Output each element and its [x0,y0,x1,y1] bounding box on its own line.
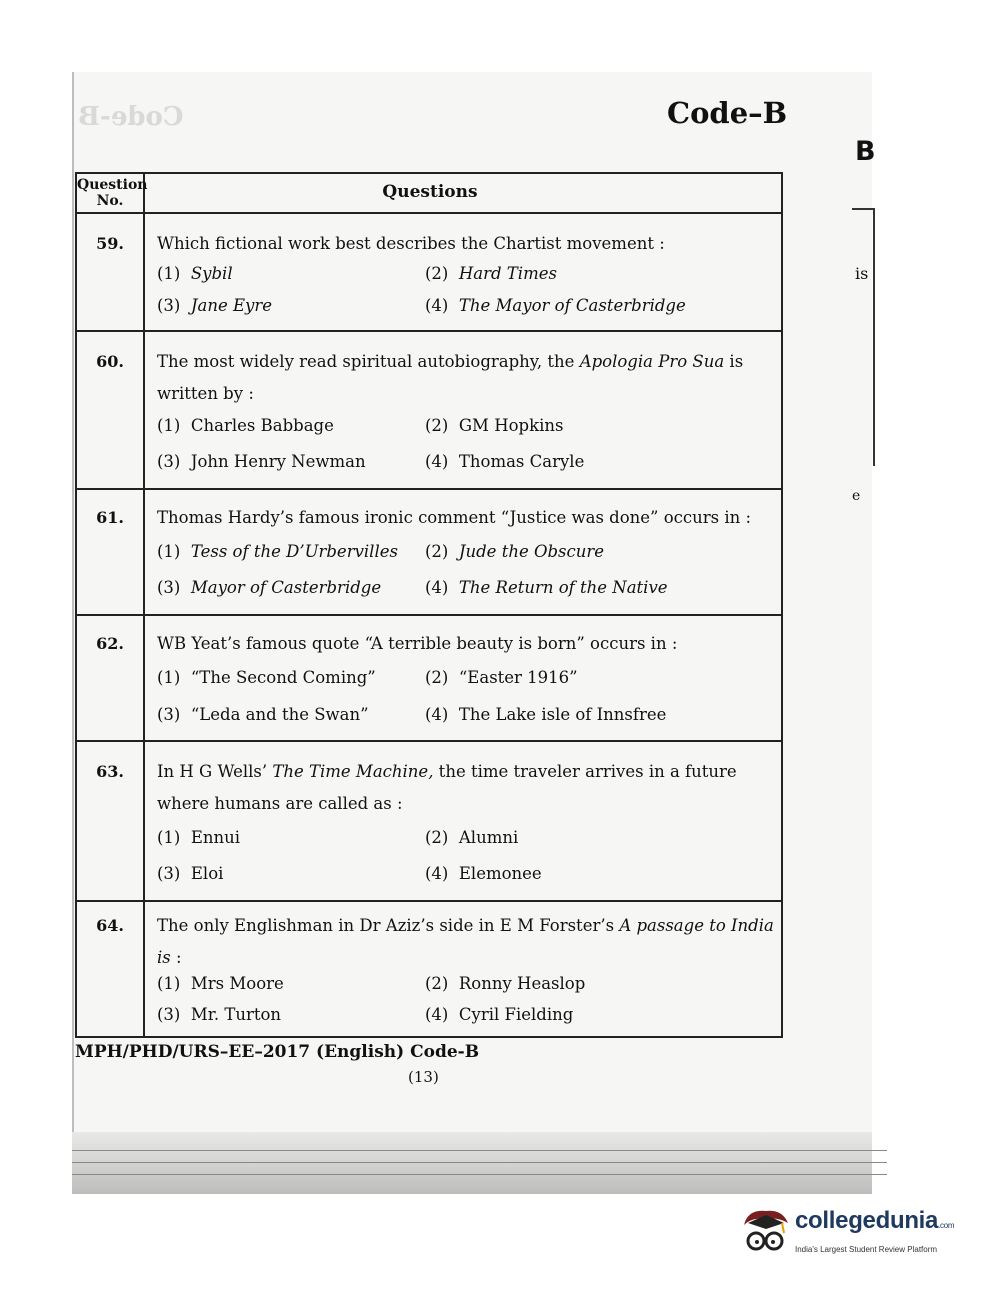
option: (4) The Lake isle of Innsfree [425,705,667,724]
footer-code: MPH/PHD/URS–EE–2017 (English) Code-B [75,1042,480,1062]
column-header-number: Question No. [77,177,148,209]
question-row [77,902,781,1036]
question-row [77,616,781,742]
question-row [77,742,781,902]
page-bottom-edge [72,1132,872,1194]
question-text: The only Englishman in Dr Aziz’s side in E M Forster’s A passage to India is : [157,916,774,967]
option: (2) Jude the Obscure [425,542,605,561]
question-row [77,214,781,332]
option: (1) Charles Babbage [157,416,334,435]
edge-line [852,208,874,210]
question-number: 62. [96,634,124,653]
question-row [77,490,781,616]
question-row [77,332,781,490]
option: (1) Ennui [157,828,241,847]
option: (2) GM Hopkins [425,416,564,435]
option: (4) The Return of the Native [425,578,668,597]
option: (1) Mrs Moore [157,974,284,993]
option: (2) Alumni [425,828,519,847]
option: (4) Thomas Caryle [425,452,585,471]
option: (1) Tess of the D’Urbervilles [157,542,398,561]
paper-code: Code–B [667,96,788,130]
edge-letter: B [855,136,876,167]
option: (3) “Leda and the Swan” [157,705,369,724]
option: (2) Hard Times [425,264,557,283]
option: (4) Cyril Fielding [425,1005,574,1024]
option: (3) John Henry Newman [157,452,366,471]
option: (1) Sybil [157,264,233,283]
option: (4) Elemonee [425,864,542,883]
question-text: The most widely read spiritual autobiography, the Apologia Pro Sua is written by : [157,352,744,403]
option: (3) Jane Eyre [157,296,272,315]
question-number: 61. [96,508,124,527]
option: (3) Mayor of Casterbridge [157,578,382,597]
option: (1) “The Second Coming” [157,668,376,687]
page-edge-line [72,1174,887,1175]
edge-mark: e [852,488,861,504]
question-number: 60. [96,352,124,371]
page-number: (13) [408,1068,439,1086]
table-header [77,174,781,214]
logo-wordmark: collegedunia.com [795,1207,955,1234]
question-text: In H G Wells’ The Time Machine, the time traveler arrives in a future where humans are called as : [157,762,737,813]
question-number: 64. [96,916,124,935]
option: (3) Eloi [157,864,224,883]
question-text: WB Yeat’s famous quote “A terrible beauty is born” occurs in : [157,634,678,653]
option: (2) “Easter 1916” [425,668,578,687]
bleed-through-code: Code-B [78,102,184,132]
option: (3) Mr. Turton [157,1005,282,1024]
question-number: 59. [96,234,124,253]
question-text: Which fictional work best describes the Chartist movement : [157,234,665,253]
edge-line [873,208,875,466]
logo-tagline: India's Largest Student Review Platform [795,1245,938,1254]
option: (2) Ronny Heaslop [425,974,586,993]
option: (4) The Mayor of Casterbridge [425,296,686,315]
column-header-questions: Questions [382,182,478,202]
logo-mascot-icon [738,1203,794,1259]
edge-word: is [855,264,869,283]
question-number: 63. [96,762,124,781]
page-edge-line [72,1150,887,1151]
question-text: Thomas Hardy’s famous ironic comment “Justice was done” occurs in : [157,508,752,527]
questions-table [75,172,783,1038]
page-edge-line [72,1162,887,1163]
